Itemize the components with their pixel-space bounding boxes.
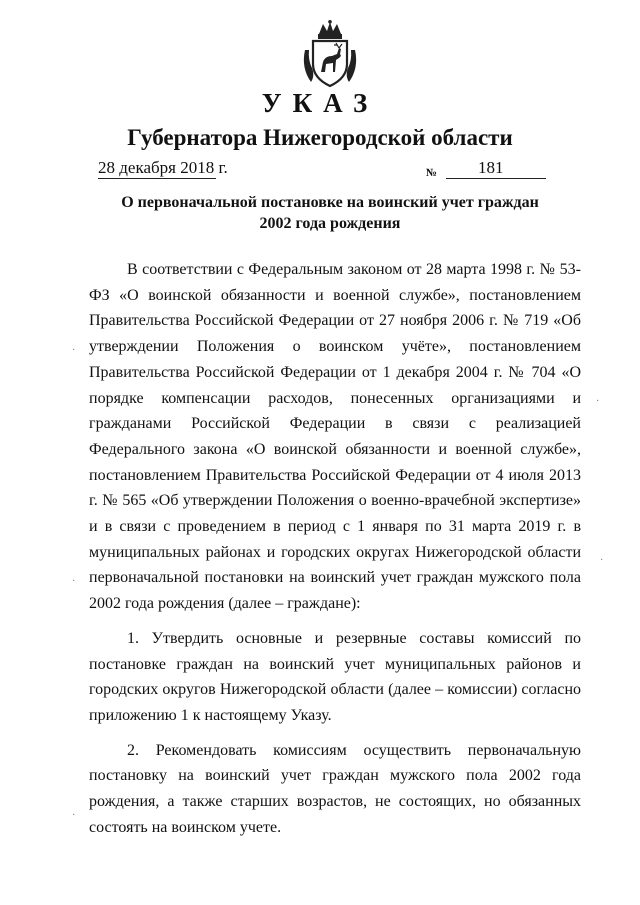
decree-body bbox=[89, 257, 581, 840]
scan-speck: · bbox=[600, 555, 604, 566]
date-underline bbox=[98, 178, 216, 179]
issuer-title: Губернатора Нижегородской области bbox=[127, 125, 513, 150]
decree-subject bbox=[120, 192, 540, 234]
number-underline bbox=[446, 178, 546, 179]
document-type-title: УКАЗ bbox=[261, 88, 379, 118]
item-2-paragraph: 2. Рекомендовать комиссиям осуществить первоначальную постановку на воинский учет граждан мужского пола 2002 года рождения, а также старших возрастов, не состоящих, но обязанных состоять на воинском учете. bbox=[89, 741, 581, 836]
scan-speck: · bbox=[72, 345, 76, 356]
subject-line-2: 2002 года рождения bbox=[259, 215, 401, 232]
number-sign: № bbox=[426, 167, 438, 179]
subject-line-1: О первоначальной постановке на воинский учет граждан bbox=[121, 194, 539, 211]
scan-speck: · bbox=[72, 810, 76, 821]
decree-number: 181 bbox=[478, 158, 504, 177]
preamble-paragraph: В соответствии с Федеральным законом от 28 марта 1998 г. № 53-ФЗ «О воинской обязанности и военной службе», постановлением Правительства Российской Федерации от 27 ноября 2006 г. № 719 «Об утверждении Положения о воинском учёте», постановлением Правительства Российской Федерации от 1 декабря 2004 г. № 704 «О порядке компенсации расходов, понесенных организациями и гражданами Российской Федерации в связи с реализацией Федерального закона «О воинской обязанности и военной службе», постановлением Правительства Российской Федерации от 4 июля 2013 г. № 565 «Об утверждении Положения о военно-врачебной экспертизе» и в связи с проведением в период с 1 января по 31 марта 2019 г. в муниципальных районах и городских округах Нижегородской области первоначальной постановки на воинский учет граждан мужского пола 2002 года рождения (далее – граждане): bbox=[89, 261, 581, 613]
item-1-paragraph: 1. Утвердить основные и резервные составы комиссий по постановке граждан на воинский учет муниципальных районов и городских округов Нижегородской области (далее – комиссии) согласно приложению 1 к настоящему Указу. bbox=[89, 629, 581, 724]
decree-date: 28 декабря 2018 г. bbox=[98, 158, 228, 177]
coat-of-arms-icon bbox=[299, 20, 361, 90]
scan-speck: · bbox=[596, 396, 600, 407]
scan-speck: · bbox=[72, 576, 76, 587]
